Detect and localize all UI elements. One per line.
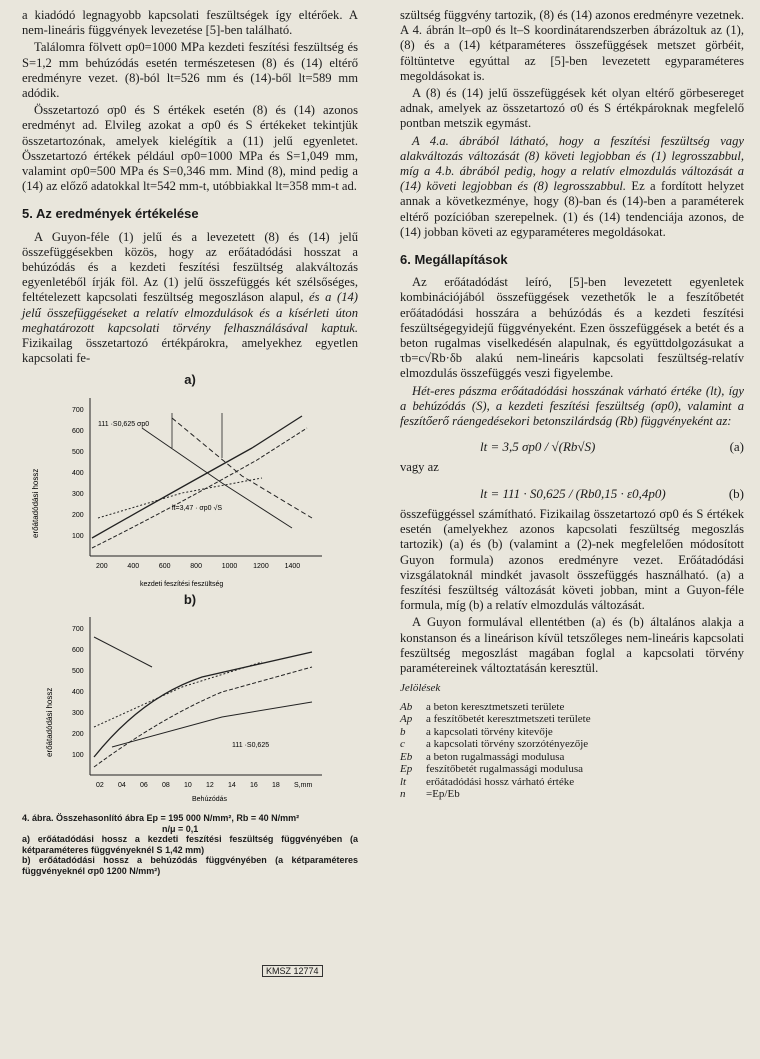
x-tick-label: 14 (228, 782, 236, 790)
caption-a: a) erőátadódási hossz a kezdeti feszítési feszültség függvényében (a kétparaméteres függvényeknél S 1,42 mm) (22, 834, 358, 855)
formula-a-tag: (a) (729, 439, 744, 455)
italic-text-run: A 4.a. ábrából látható, hogy a feszítési feszültség vagy alakváltozás változását (8) követi legjobban és (1) legrosszabbul, míg a 4.b. ábrából pedig, hogy a relatív elmozdulás változását a (14) követi legjobban és (8) legrosszabbul. (400, 133, 744, 194)
notation-symbol: Ap (400, 713, 413, 726)
x-axis-label: kezdeti feszítési feszültség (140, 580, 224, 588)
figure-label-b: b) (183, 591, 197, 607)
x-tick-label: 200 (96, 562, 108, 570)
y-tick-label: 100 (72, 532, 84, 540)
y-tick-label: 200 (72, 511, 84, 519)
x-tick-label: 04 (118, 782, 126, 790)
notation-symbol: Ab (400, 700, 413, 713)
formula-b (400, 486, 744, 501)
formula-b-text: lt = 111 · S0,625 / (Rb0,15 · ε0,4p0) (480, 485, 666, 501)
paragraph: A (8) és (14) jelű összefüggések két olyan eltérő görbesereget adnak, amelyek az összetartozó σ0 és S értékpároknak megfelelő pontban metszik egymást. (400, 86, 744, 131)
notation-description: a feszítőbetét keresztmetszeti területe (426, 713, 591, 726)
y-tick-label: 400 (72, 689, 84, 697)
paragraph: Hét-eres pászma erőátadódási hosszának várható értéke (lt), így a behúzódás (S), a kezdeti feszítési feszültség (σp0), valamint a feszítőerő ráengedésekori betonszilárdság (Rb) függvényeként az: (400, 383, 744, 429)
notation-item (400, 738, 744, 751)
notation-heading: Jelölések (400, 682, 441, 695)
figure-caption (22, 813, 358, 876)
y-tick-label: 100 (72, 752, 84, 760)
text-run: Fizikailag összetartozó értékpárokra, amelyekhez egyetlen kapcsolati fe- (22, 336, 358, 366)
figure (22, 372, 358, 876)
x-tick-label: 06 (140, 782, 148, 790)
y-axis-label: erőátadódási hossz (31, 468, 40, 538)
y-tick-label: 400 (72, 469, 84, 477)
x-tick-label: 600 (158, 562, 171, 570)
y-tick-label: 500 (72, 448, 84, 456)
x-tick-label: 10 (184, 782, 192, 790)
annotation: lt=3,47 · σp0 √S (172, 504, 222, 512)
section-heading: 5. Az eredmények értékelése (22, 206, 199, 222)
x-tick-label: 1200 (253, 562, 269, 570)
notation-description: a kapcsolati törvény kitevője (426, 725, 553, 738)
paragraph: szültség függvény tartozik, (8) és (14) azonos eredményre vezetnek. A 4. ábrán lt–σp0 és lt–S koordinátarendszerben ábrázoltuk az (1), (8) és a (14) kétparaméteres összefüggések metszet görbéit, föltüntetve egyúttal az [5]-ben levezetett egyparaméteres megoldásokat is. (400, 8, 744, 83)
x-tick-label: 1000 (221, 562, 238, 570)
y-tick-label: 600 (72, 427, 84, 435)
notation-list (400, 682, 744, 801)
paragraph (400, 134, 744, 240)
y-tick-label: 700 (72, 626, 84, 634)
paragraph: Az erőátadódást leíró, [5]-ben levezetett egyenletek kombinációjából összefüggések vezethetők le a feszítőbetét erőátadódási hosszára a behúzódás és a kezdeti feszítési feszültségegyidejű függvényeként. Ezen összefüggések a betét és a beton rugalmas viselkedésén alapulnak, és együttdolgozásukat a τb=c√Rb·δb alakú nem-lineáris kapcsolati feszültség-relatív elmozdulás összefüggés veszi figyelembe. (400, 275, 744, 381)
notation-description: erőátadódási hossz várható értéke (426, 775, 575, 788)
notation-symbol: b (400, 725, 406, 738)
annotation: 111 ·S0,625 σp0 (98, 420, 150, 428)
paragraph: vagy az (400, 460, 439, 475)
plot-a (22, 388, 358, 588)
figure-id: KMSZ 12774 (262, 965, 323, 977)
formula-a (400, 439, 744, 454)
notation-item (400, 726, 744, 739)
x-tick-label: 1400 (284, 562, 301, 570)
y-tick-label: 500 (72, 668, 84, 676)
right-column (400, 8, 744, 801)
x-tick-label: 18 (272, 782, 280, 790)
plot-b (22, 607, 358, 807)
notation-symbol: lt (400, 775, 407, 788)
paragraph: Összetartozó σp0 és S értékek esetén (8) és (14) azonos eredményt ad. Elvileg azokat a σp0 és S értékeket tekintjük összetartozónak, amelyek kielégítik a (11) jelű egyenletet. Összetartozó értékek például σp0=1000 MPa és S=1,049 mm, valamint σp0=500 MPa és S=0,346 mm. Mind (8), mind pedig a (14) az előző adatokkal lt=542 mm-t, utóbbiakkal lt=358 mm-t ad. (22, 103, 358, 194)
notation-description: a kapcsolati törvény szorzótényezője (426, 738, 589, 751)
paragraph (22, 230, 358, 367)
notation-symbol: c (400, 738, 405, 751)
notation-item (400, 713, 744, 726)
paragraph: A Guyon formulával ellentétben (a) és (b) általános alakja a konstanson és a lineárison kívül tetszőleges nem-lineáris kapcsolati feszültség megoszlást magában foglal a kapcsolati törvény paramétereinek változtatásán keresztül. (400, 615, 744, 675)
section-heading: 6. Megállapítások (400, 252, 508, 268)
x-tick-label: 08 (162, 782, 170, 790)
x-tick-label: S,mm (294, 782, 313, 790)
notation-item (400, 776, 744, 789)
figure-label-a: a) (184, 372, 196, 388)
x-tick-label: 16 (250, 782, 258, 790)
notation-item (400, 788, 744, 801)
x-tick-label: 12 (206, 782, 214, 790)
caption-b: b) erőátadódási hossz a behúzódás függvényében (a kétparaméteres függvényeknél σp0 1200 N/mm²) (22, 855, 358, 876)
x-tick-label: 400 (127, 562, 140, 570)
notation-item (400, 701, 744, 714)
paragraph: Találomra fölvett σp0=1000 MPa kezdeti feszítési feszültség és S=1,2 mm behúzódás esetén természetesen (8) és (14) eltérő eredményre vezet. (8)-ból lt=526 mm és (14)-ből lt=589 mm adódik. (22, 40, 358, 101)
formula-a-text: lt = 3,5 σp0 / √(Rb√S) (480, 439, 596, 455)
italic-text-run: és a (14) jelű összefüggéseket a relatív elmozdulások és a kísérleti úton meghatározott kapcsolati törvény felhasználásával kaptuk. (22, 290, 358, 335)
caption-title: 4. ábra. Összehasonlító ábra Ep = 195 000 N/mm², Rb = 40 N/mm² (22, 813, 300, 824)
paragraph: összefüggéssel számítható. Fizikailag összetartozó σp0 és S értékek esetén (amelyekhez azonos kapcsolati feszültség megoszlás tartozik) (a) és (b) (valamint a (2)-nek megfelelően módosított Guyon formula) azonos eredményre vezet. Erőátadódási vizsgálatoknál mindkét javasolt összefüggés használható. (a) a feszítési feszültség változását követi jobban, mint a Guyon-féle formula, míg (b) a relatív elmozdulás változását. (400, 506, 744, 613)
y-tick-label: 200 (72, 731, 84, 739)
notation-symbol: n (400, 788, 406, 801)
x-tick-label: 02 (96, 782, 104, 790)
text-run: A Guyon-féle (1) jelű és a levezetett (8) és (14) jelű összefüggésekben közös, hogy az erőátadódási hosszat a behúzódás és a kezdeti feszítési feszültség alakváltozás egyenletéből írják föl. Az (1) jelű összefüggés két szélsőséges, feltételezett kapcsolati feszültség megoszláson alapul, (22, 229, 358, 305)
notation-symbol: Eb (400, 750, 413, 763)
annotation: 111 ·S0,625 (232, 742, 270, 750)
y-tick-label: 300 (72, 490, 84, 498)
paragraph: a kiadódó legnagyobb kapcsolati feszültségek így eltérőek. A nem-lineáris függvények levezetése [5]-ben található. (22, 8, 358, 38)
x-tick-label: 800 (190, 562, 202, 570)
notation-description: a beton keresztmetszeti területe (426, 700, 565, 713)
notation-description: =Ep/Eb (426, 788, 460, 801)
notation-symbol: Ep (400, 763, 413, 776)
notation-item (400, 763, 744, 776)
y-tick-label: 700 (72, 406, 84, 414)
text-run: Ez a fordított helyzet annak a következménye, hogy (8)-ban és (14)-ben a paraméterek eltérő pozícióban szerepelnek. (1) és (14) tendenciája azonos, de (14) jobban követi az egyparaméteres megoldásokat. (400, 179, 744, 239)
notation-description: a beton rugalmassági modulusa (426, 750, 565, 763)
notation-item (400, 751, 744, 764)
formula-b-tag: (b) (728, 485, 744, 501)
caption-sub: n/μ = 0,1 (162, 823, 199, 834)
y-tick-label: 300 (72, 710, 84, 718)
notation-description: feszítőbetét rugalmassági modulusa (426, 763, 584, 776)
left-column (22, 8, 358, 876)
y-axis-label: erőátadódási hossz (45, 687, 54, 758)
y-tick-label: 600 (72, 647, 84, 655)
x-axis-label: Behúzódás (192, 796, 228, 804)
